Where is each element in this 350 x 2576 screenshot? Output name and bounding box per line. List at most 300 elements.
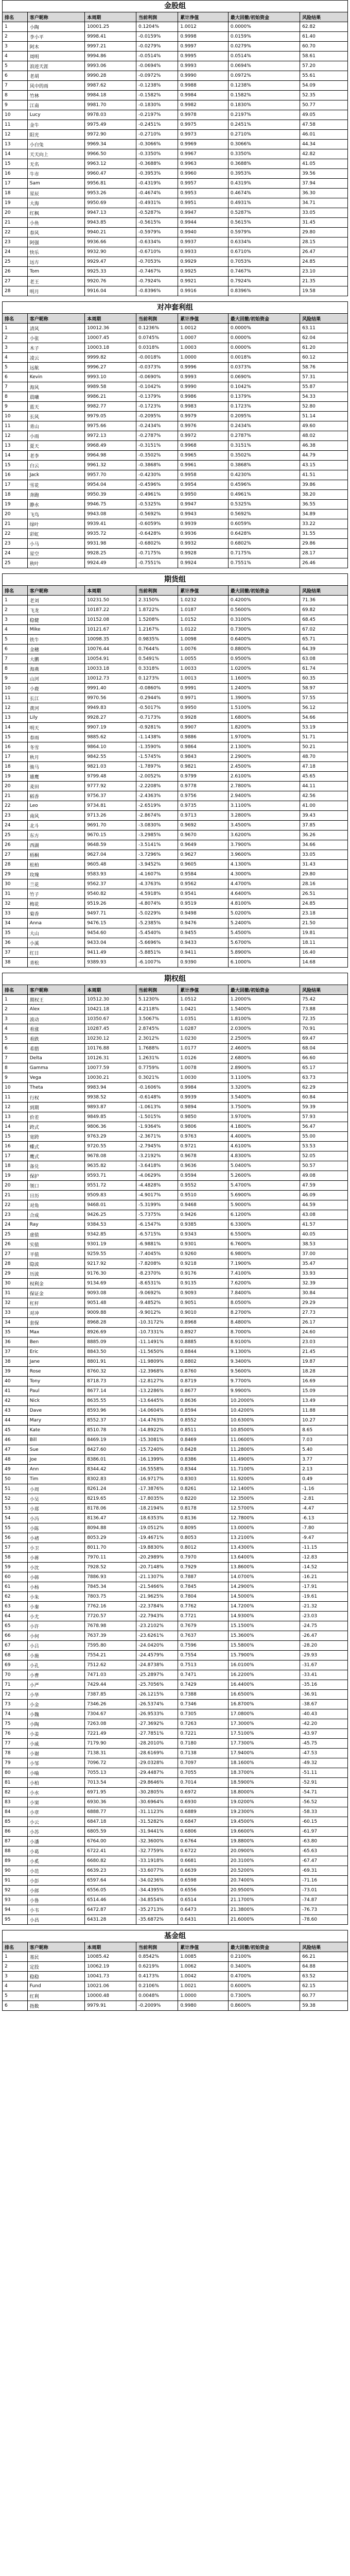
table-cell: 4.3000% xyxy=(228,870,300,879)
table-cell: -32.3600% xyxy=(136,1837,178,1846)
table-cell: 9454.60 xyxy=(85,928,136,938)
table-cell: 9931.98 xyxy=(85,539,136,549)
table-cell: 24 xyxy=(3,247,28,257)
table-cell: 14.2900% xyxy=(228,1582,300,1592)
table-header-row xyxy=(3,314,348,324)
table-cell: 0.9678 xyxy=(178,1151,229,1161)
table-row xyxy=(3,1347,348,1357)
table-cell: 0.9627 xyxy=(178,850,229,860)
column-header: 当前利润 xyxy=(136,314,178,324)
table-cell: 0.8012 xyxy=(178,1543,229,1553)
table-cell: -34.8554% xyxy=(136,1895,178,1905)
table-row xyxy=(3,1582,348,1592)
table-cell: -9.9012% xyxy=(136,1308,178,1318)
table-cell: 0.8760 xyxy=(178,1367,229,1377)
table-cell: 1.0013 xyxy=(178,674,229,684)
table-cell: 10176.88 xyxy=(85,1044,136,1054)
table-cell: 9983.94 xyxy=(85,1083,136,1093)
table-cell: -1.5015% xyxy=(136,1112,178,1122)
table-cell: -6.5715% xyxy=(136,1230,178,1240)
table-cell: 9849.85 xyxy=(85,1112,136,1122)
table-cell: 66 xyxy=(3,1631,28,1641)
table-cell: 31 xyxy=(3,889,28,899)
table-cell: 骏马 xyxy=(27,762,84,772)
table-row xyxy=(3,1445,348,1455)
table-cell: 0.9939 xyxy=(178,519,229,529)
table-cell: 43.08 xyxy=(300,1210,348,1220)
table-row xyxy=(3,218,348,228)
table-row xyxy=(3,363,348,372)
table-cell: 7013.54 xyxy=(85,1778,136,1788)
column-header: 风险结果 xyxy=(300,985,348,995)
table-cell: 58.61 xyxy=(300,52,348,61)
table-cell: 0.5287% xyxy=(228,208,300,218)
table-cell: -0.1606% xyxy=(136,1083,178,1093)
table-cell: -45.75 xyxy=(300,1739,348,1749)
table-cell: 2.8900% xyxy=(228,1063,300,1073)
table-cell: 金穗 xyxy=(27,645,84,654)
table-cell: 1 xyxy=(3,324,28,333)
table-cell: 3.5067% xyxy=(136,1014,178,1024)
table-cell: 0.9953 xyxy=(178,189,229,198)
table-cell: -0.4961% xyxy=(136,490,178,500)
table-cell: 1.0122 xyxy=(178,625,229,635)
table-cell: 小谢 xyxy=(27,1749,84,1758)
table-cell: 0.9756 xyxy=(178,791,229,801)
table-cell: 1.6800% xyxy=(228,713,300,723)
table-cell: 9950.69 xyxy=(85,198,136,208)
table-cell: 9943.85 xyxy=(85,218,136,228)
table-cell: -0.7924% xyxy=(136,277,178,286)
table-cell: 0.7014 xyxy=(178,1778,229,1788)
table-cell: -36.91 xyxy=(300,1690,348,1700)
table-cell: 60.12 xyxy=(300,353,348,363)
table-cell: -0.0514% xyxy=(136,52,178,61)
table-cell: 3.2800% xyxy=(228,811,300,821)
table-cell: 3.1100% xyxy=(228,1073,300,1083)
table-row xyxy=(3,1112,348,1122)
table-cell: 95 xyxy=(3,1915,28,1925)
table-cell: 0.7721 xyxy=(178,1612,229,1621)
table-cell: 小喻 xyxy=(27,1768,84,1778)
table-cell: -9.47 xyxy=(300,1533,348,1543)
section-title: 期权组 xyxy=(2,973,348,985)
table-cell: 15 xyxy=(3,159,28,169)
table-cell: 小韩 xyxy=(27,1572,84,1582)
table-cell: 0.9763 xyxy=(178,1132,229,1142)
table-cell: 8552.37 xyxy=(85,1416,136,1426)
table-cell: -24.75 xyxy=(300,1621,348,1631)
table-cell: 0.9850 xyxy=(178,1112,229,1122)
table-cell: 0.7759% xyxy=(136,1063,178,1073)
table-cell: 2.4600% xyxy=(228,1044,300,1054)
table-cell: 0.9510 xyxy=(178,1191,229,1200)
table-cell: 2.4500% xyxy=(228,762,300,772)
table-cell: 23 xyxy=(3,238,28,247)
table-cell: 60.77 xyxy=(300,1991,348,2001)
table-cell: 9.1300% xyxy=(228,1347,300,1357)
table-cell: 0.9943 xyxy=(178,510,229,519)
table-cell: 0.9995 xyxy=(178,52,229,61)
table-cell: 9929.47 xyxy=(85,257,136,267)
table-cell: -0.0018% xyxy=(136,353,178,363)
table-cell: 7845.34 xyxy=(85,1582,136,1592)
table-cell: 29.80 xyxy=(300,228,348,238)
table-cell: 73 xyxy=(3,1700,28,1709)
table-cell: -16.1399% xyxy=(136,1455,178,1465)
table-row xyxy=(3,228,348,238)
table-row xyxy=(3,742,348,752)
table-cell: 93 xyxy=(3,1895,28,1905)
table-cell: 79 xyxy=(3,1758,28,1768)
table-cell: -0.0279% xyxy=(136,42,178,52)
table-cell: 50.77 xyxy=(300,100,348,110)
table-cell: 16.8700% xyxy=(228,1700,300,1709)
table-cell: 53 xyxy=(3,1504,28,1514)
section-spacer xyxy=(2,568,348,573)
table-cell: 9777.92 xyxy=(85,782,136,791)
table-cell: 18.5900% xyxy=(228,1778,300,1788)
table-cell: 6556.05 xyxy=(85,1886,136,1895)
table-row xyxy=(3,1592,348,1602)
table-cell: -14.0604% xyxy=(136,1406,178,1416)
table-cell: 38.20 xyxy=(300,490,348,500)
table-cell: 33.05 xyxy=(300,208,348,218)
table-row xyxy=(3,1475,348,1484)
table-cell: 39.56 xyxy=(300,169,348,179)
table-cell: Sam xyxy=(27,179,84,189)
table-row xyxy=(3,1005,348,1014)
table-cell: 0.3151% xyxy=(228,441,300,451)
table-cell: 3.3200% xyxy=(228,1083,300,1093)
table-row xyxy=(3,1318,348,1328)
table-cell: 9301.19 xyxy=(85,1240,136,1249)
table-cell: 8885.09 xyxy=(85,1337,136,1347)
table-cell: 29.29 xyxy=(300,1298,348,1308)
table-cell: 2 xyxy=(3,1005,28,1014)
column-header: 排名 xyxy=(3,586,28,596)
table-cell: 17.3000% xyxy=(228,1719,300,1729)
table-cell: 4 xyxy=(3,353,28,363)
table-cell: 竹林 xyxy=(27,91,84,100)
table-cell: 9.7700% xyxy=(228,1377,300,1386)
table-cell: 保护 xyxy=(27,1171,84,1181)
table-cell: 0.9916 xyxy=(178,286,229,296)
table-cell: 9720.55 xyxy=(85,1142,136,1151)
table-cell: 9593.71 xyxy=(85,1171,136,1181)
table-cell: 11 xyxy=(3,421,28,431)
table-cell: 0.9894 xyxy=(178,1103,229,1112)
table-cell: -6.9881% xyxy=(136,1240,178,1249)
table-cell: 80 xyxy=(3,1768,28,1778)
table-cell: 10287.45 xyxy=(85,1024,136,1034)
table-cell: 0.7513 xyxy=(178,1660,229,1670)
table-cell: -11.15 xyxy=(300,1543,348,1553)
table-cell: 4.8100% xyxy=(228,899,300,909)
table-cell: 0.9907 xyxy=(178,723,229,733)
table-cell: -0.0690% xyxy=(136,372,178,382)
table-cell: 16.2200% xyxy=(228,1670,300,1680)
table-cell: 1.0177 xyxy=(178,1044,229,1054)
table-cell: 23.03 xyxy=(300,1337,348,1347)
column-header: 风险结果 xyxy=(300,314,348,324)
table-cell: 0.6556 xyxy=(178,1886,229,1895)
table-cell: 6.1000% xyxy=(228,958,300,968)
table-cell: 0.9051 xyxy=(178,1298,229,1308)
table-cell: -19.4671% xyxy=(136,1533,178,1543)
table-cell: 2.3150% xyxy=(136,596,178,605)
table-cell: 8178.06 xyxy=(85,1504,136,1514)
table-cell: 8.9100% xyxy=(228,1337,300,1347)
table-cell: 0.7644% xyxy=(136,645,178,654)
table-cell: 11 xyxy=(3,693,28,703)
table-cell: 0.6889 xyxy=(178,1807,229,1817)
table-cell: 0.9218 xyxy=(178,1259,229,1269)
table-cell: 0.9385 xyxy=(178,1220,229,1230)
table-cell: 49.60 xyxy=(300,421,348,431)
table-cell: -38.67 xyxy=(300,1700,348,1709)
table-cell: 34 xyxy=(3,1318,28,1328)
table-cell: 29 xyxy=(3,1269,28,1279)
table-cell: 领口 xyxy=(27,1181,84,1191)
table-cell: -33.6077% xyxy=(136,1866,178,1876)
table-header-row xyxy=(3,12,348,22)
table-cell: 70.91 xyxy=(300,1024,348,1034)
table-cell: 85 xyxy=(3,1817,28,1827)
table-cell: 57.31 xyxy=(300,372,348,382)
table-cell: 9551.72 xyxy=(85,1181,136,1191)
table-cell: 0.9973 xyxy=(178,130,229,140)
table-cell: 1.0287 xyxy=(178,1024,229,1034)
table-cell: Lily xyxy=(27,713,84,723)
table-cell: 玫瑰 xyxy=(27,870,84,879)
table-cell: 14.9300% xyxy=(228,1612,300,1621)
table-cell: 0.4319% xyxy=(228,179,300,189)
table-cell: -43.97 xyxy=(300,1729,348,1739)
table-row xyxy=(3,860,348,870)
table-cell: 7803.75 xyxy=(85,1592,136,1602)
table-cell: 0.7388 xyxy=(178,1690,229,1700)
table-cell: 小潘 xyxy=(27,1837,84,1846)
table-cell: 0.0000% xyxy=(228,333,300,343)
table-cell: 10421.18 xyxy=(85,1005,136,1014)
table-cell: 48.02 xyxy=(300,431,348,441)
table-cell: 0.9980 xyxy=(178,2001,229,2011)
table-cell: 27.73 xyxy=(300,1308,348,1318)
table-cell: 小吕 xyxy=(27,1641,84,1651)
table-cell: 15.09 xyxy=(300,1386,348,1396)
table-cell: 0.1236% xyxy=(136,324,178,333)
table-cell: 海燕 xyxy=(27,664,84,674)
table-cell: 27 xyxy=(3,277,28,286)
table-cell: 8219.65 xyxy=(85,1494,136,1504)
table-cell: -23.03 xyxy=(300,1612,348,1621)
table-cell: 0.8344 xyxy=(178,1465,229,1475)
table-cell: 0.7346 xyxy=(178,1700,229,1709)
table-cell: 9969.34 xyxy=(85,140,136,149)
table-cell: -0.4931% xyxy=(136,198,178,208)
table-cell: 2 xyxy=(3,1962,28,1972)
table-cell: -0.2095% xyxy=(136,412,178,421)
table-cell: 0.9965 xyxy=(178,451,229,461)
table-row xyxy=(3,1846,348,1856)
table-cell: 37.85 xyxy=(300,821,348,831)
table-cell: 10007.45 xyxy=(85,333,136,343)
table-cell: 11.2800% xyxy=(228,1445,300,1455)
table-cell: 0.3021% xyxy=(136,1073,178,1083)
table-row xyxy=(3,938,348,948)
table-cell: -0.0694% xyxy=(136,61,178,71)
table-cell: -3.9452% xyxy=(136,860,178,870)
table-cell: 13 xyxy=(3,140,28,149)
table-cell: 0.8261 xyxy=(178,1484,229,1494)
table-cell: 6.5500% xyxy=(228,1230,300,1240)
table-row xyxy=(3,343,348,353)
table-cell: 33 xyxy=(3,1308,28,1318)
table-cell: 波动 xyxy=(27,1014,84,1024)
table-cell: 7512.62 xyxy=(85,1660,136,1670)
table-cell: 0.4931% xyxy=(228,198,300,208)
table-cell: 89 xyxy=(3,1856,28,1866)
table-cell: 青松 xyxy=(27,958,84,968)
table-row xyxy=(3,198,348,208)
table-cell: 0.8719 xyxy=(178,1377,229,1386)
table-cell: 0.0000% xyxy=(228,324,300,333)
table-cell: 8 xyxy=(3,91,28,100)
table-cell: 8427.60 xyxy=(85,1445,136,1455)
table-cell: 0.9984 xyxy=(178,1083,229,1093)
table-cell: 小张 xyxy=(27,333,84,343)
table-cell: 9583.93 xyxy=(85,870,136,879)
table-cell: 9635.82 xyxy=(85,1161,136,1171)
column-header: 客户昵称 xyxy=(27,314,84,324)
table-cell: 0.0972% xyxy=(228,71,300,81)
table-cell: 到期 xyxy=(27,1103,84,1112)
table-cell: 32 xyxy=(3,1298,28,1308)
table-cell: 0.9954 xyxy=(178,480,229,490)
table-cell: 21.45 xyxy=(300,1347,348,1357)
table-cell: 20.0900% xyxy=(228,1846,300,1856)
table-cell: 小施 xyxy=(27,1651,84,1660)
table-cell: 0.3502% xyxy=(228,451,300,461)
table-cell: 50.57 xyxy=(300,1161,348,1171)
table-cell: 0.6473 xyxy=(178,1905,229,1915)
table-row xyxy=(3,1817,348,1827)
table-cell: -0.3502% xyxy=(136,451,178,461)
table-cell: Rose xyxy=(27,1367,84,1377)
table-cell: 0.8885 xyxy=(178,1337,229,1347)
table-row xyxy=(3,510,348,519)
column-header: 风险结果 xyxy=(300,586,348,596)
table-cell: 0.9821 xyxy=(178,762,229,772)
table-cell: 10 xyxy=(3,412,28,421)
table-cell: 权利金 xyxy=(27,1279,84,1289)
table-row xyxy=(3,1337,348,1347)
table-cell: 小朱 xyxy=(27,1592,84,1602)
table-row xyxy=(3,645,348,654)
table-cell: 8344.42 xyxy=(85,1465,136,1475)
table-row xyxy=(3,490,348,500)
table-cell: -1.7897% xyxy=(136,762,178,772)
table-cell: 11.88 xyxy=(300,1406,348,1416)
table-cell: -0.0373% xyxy=(136,363,178,372)
table-row xyxy=(3,1259,348,1269)
table-row xyxy=(3,1063,348,1073)
table-cell: 8968.28 xyxy=(85,1318,136,1328)
table-cell: 麦田 xyxy=(27,782,84,791)
table-row xyxy=(3,1788,348,1798)
table-cell: 5.1230% xyxy=(136,995,178,1005)
table-cell: 0.9983 xyxy=(178,402,229,412)
table-cell: 28.17 xyxy=(300,549,348,558)
table-cell: -14.8922% xyxy=(136,1426,178,1435)
table-cell: 4.1800% xyxy=(228,1122,300,1132)
table-row xyxy=(3,889,348,899)
table-cell: 虚值 xyxy=(27,1230,84,1240)
table-cell: -0.1238% xyxy=(136,81,178,91)
table-cell: -17.91 xyxy=(300,1582,348,1592)
table-row xyxy=(3,1886,348,1895)
table-cell: 小蒋 xyxy=(27,1553,84,1563)
table-cell: 0.7970 xyxy=(178,1553,229,1563)
table-cell: 36 xyxy=(3,938,28,948)
table-cell: 8 xyxy=(3,664,28,674)
table-cell: 快乐 xyxy=(27,247,84,257)
table-row xyxy=(3,392,348,402)
table-cell: 0.9921 xyxy=(178,277,229,286)
table-cell: -21.9625% xyxy=(136,1592,178,1602)
table-row xyxy=(3,1132,348,1142)
table-cell: 9519.26 xyxy=(85,899,136,909)
table-cell: 5.4700% xyxy=(228,1181,300,1191)
table-cell: -6.1547% xyxy=(136,1220,178,1230)
table-cell: 0.6722 xyxy=(178,1846,229,1856)
table-cell: 0.5979% xyxy=(228,228,300,238)
table-cell: 58 xyxy=(3,1553,28,1563)
table-row xyxy=(3,1905,348,1915)
table-cell: 34 xyxy=(3,919,28,928)
table-cell: 2.0300% xyxy=(228,1024,300,1034)
table-cell: 0.8542% xyxy=(136,1952,178,1962)
table-cell: 0.9925 xyxy=(178,267,229,277)
table-cell: Tony xyxy=(27,1377,84,1386)
table-cell: 0.6000% xyxy=(228,1981,300,1991)
table-cell: 3 xyxy=(3,1972,28,1981)
table-row xyxy=(3,130,348,140)
table-cell: 9627.04 xyxy=(85,850,136,860)
table-cell: 0.8968 xyxy=(178,1318,229,1328)
table-cell: 8469.19 xyxy=(85,1435,136,1445)
table-cell: -31.9441% xyxy=(136,1827,178,1837)
table-cell: 10000.48 xyxy=(85,1991,136,2001)
table-cell: 南风 xyxy=(27,811,84,821)
table-cell: -18.6353% xyxy=(136,1514,178,1523)
table-row xyxy=(3,1024,348,1034)
table-cell: 4.6400% xyxy=(228,889,300,899)
table-cell: 9176.30 xyxy=(85,1269,136,1279)
table-row xyxy=(3,1435,348,1445)
table-cell: 63.08 xyxy=(300,654,348,664)
table-cell: 8677.14 xyxy=(85,1386,136,1396)
table-cell: Joe xyxy=(27,1455,84,1465)
table-cell: -0.5287% xyxy=(136,208,178,218)
table-cell: 16 xyxy=(3,470,28,480)
table-cell: -25.2897% xyxy=(136,1670,178,1680)
table-cell: 18.1600% xyxy=(228,1758,300,1768)
table-cell: 47 xyxy=(3,1445,28,1455)
table-cell: -0.2787% xyxy=(136,431,178,441)
table-row xyxy=(3,1739,348,1749)
